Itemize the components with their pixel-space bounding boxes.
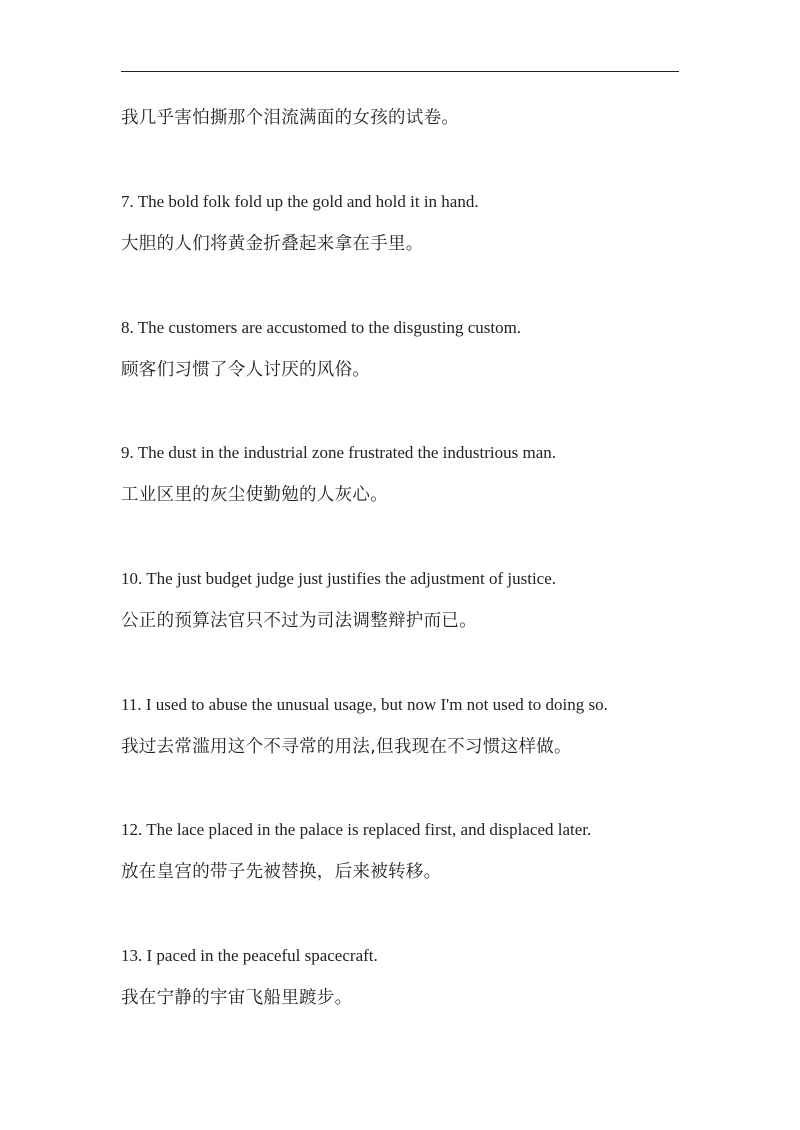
sentence-7-english: 7. The bold folk fold up the gold and hold it in hand. xyxy=(121,192,479,211)
sentence-10-chinese: 公正的预算法官只不过为司法调整辩护而已。 xyxy=(121,611,477,631)
leading-translation: 我几乎害怕撕那个泪流满面的女孩的试卷。 xyxy=(121,108,460,128)
sentence-9-english: 9. The dust in the industrial zone frustrated the industrious man. xyxy=(121,443,556,462)
sentence-8-english: 8. The customers are accustomed to the disgusting custom. xyxy=(121,318,522,337)
sentence-13-chinese: 我在宁静的宇宙飞船里踱步。 xyxy=(121,988,353,1008)
sentence-10-english: 10. The just budget judge just justifies the adjustment of justice. xyxy=(121,569,557,588)
sentence-9-chinese: 工业区里的灰尘使勤勉的人灰心。 xyxy=(121,485,388,505)
sentence-11-english: 11. I used to abuse the unusual usage, but now I'm not used to doing so. xyxy=(121,695,608,714)
sentence-8-chinese: 顾客们习惯了令人讨厌的风俗。 xyxy=(121,360,371,380)
sentence-11-chinese: 我过去常滥用这个不寻常的用法,但我现在不习惯这样做。 xyxy=(121,737,572,757)
header-rule xyxy=(121,71,679,72)
sentence-12-chinese: 放在皇宫的带子先被替换，后来被转移。 xyxy=(121,862,442,882)
sentence-13-english: 13. I paced in the peaceful spacecraft. xyxy=(121,946,378,965)
sentence-7-chinese: 大胆的人们将黄金折叠起来拿在手里。 xyxy=(121,234,424,254)
sentence-12-english: 12. The lace placed in the palace is replaced first, and displaced later. xyxy=(121,820,592,839)
